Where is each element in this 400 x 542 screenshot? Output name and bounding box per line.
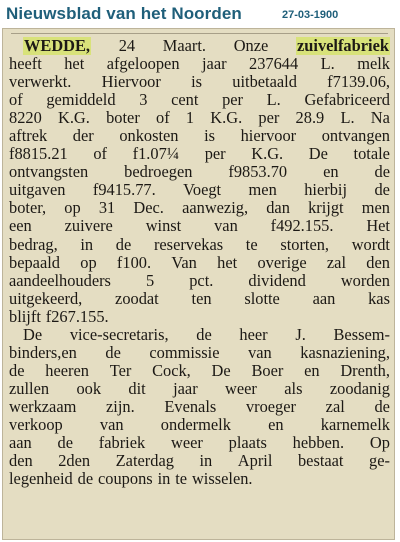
publication-date: 27-03-1900 [282,9,339,21]
article-word: hebben. [292,433,345,453]
article-word: zoodat [115,288,159,308]
article-word: de [196,324,212,344]
article-line [9,181,390,199]
article-line [9,308,390,326]
article-word: 28.9 [295,108,325,128]
article-word: K.G. [58,108,90,128]
article-word: f100. [116,252,152,272]
clipping-header [0,0,400,26]
article-word: Op [369,433,390,453]
newspaper-clipping [2,28,395,540]
article-line [9,254,390,272]
article-word: overige [257,252,307,272]
article-word: de [374,396,390,416]
article-word: kas [368,288,390,308]
article-word: K.G. [251,144,284,164]
article-word: uitgaven [9,180,66,200]
article-word: werkzaam [9,396,77,416]
article-word: heeren [45,360,89,380]
article-line [9,398,390,416]
article-word: 1 [185,108,195,128]
article-word: heeft [9,54,42,74]
article-word: zuivere [64,216,113,236]
article-word: van [214,216,238,236]
article-word: Gefabriceerd [304,90,390,110]
article-word: 237644 [249,54,299,74]
article-word: 2den [58,451,91,471]
article-word: zal [325,396,345,416]
article-word: Dec. [133,198,164,218]
article-word: de [115,234,132,254]
article-word: legenheid [9,469,73,489]
article-word: Maart. [162,36,207,55]
article-line [9,236,390,254]
article-word: van [99,414,124,434]
article-word: f1.07¼ [132,144,180,164]
article-word: is [191,72,202,92]
article-line [9,145,390,163]
article-word: ge- [369,451,390,471]
article-line [9,91,390,109]
article-word: Evenals [164,396,217,416]
article-word: boter [106,108,140,128]
article-word: vice-secretaris, [69,324,169,344]
article-word: f8815.21 [9,144,68,164]
article-word: den [366,252,390,272]
article-word: bepaald [9,252,60,272]
article-word: De [211,360,231,380]
article-word: Onze [233,36,269,55]
article-word: de [9,360,25,380]
article-word: te [175,469,188,489]
article-word: als [284,378,303,398]
article-word: 5 [145,270,155,290]
article-word: dit [128,378,146,398]
article-word: Van [171,252,197,272]
article-word: de [77,469,94,489]
article-line [9,326,390,344]
article-body [9,37,390,488]
article-word: Na [370,108,390,128]
article-word: reservekas [153,234,224,254]
column-rule [11,33,388,34]
article-line [9,290,390,308]
article-line [9,272,390,290]
article-word: de [374,180,390,200]
article-word: commissie [149,342,220,362]
article-word: de [57,433,74,453]
article-line [9,217,390,235]
article-word: blijft [9,306,41,326]
article-line [9,470,390,488]
article-word: het [64,54,85,74]
article-word: boter, [9,198,47,218]
article-word: aanwezig, [182,198,249,218]
article-word: Cock, [152,360,191,380]
article-word: afgeloopen [106,54,180,74]
article-word: aftrek [9,126,48,146]
article-word: dan [266,198,290,218]
article-word: cent [171,90,199,110]
article-word: op [64,198,81,218]
article-line [9,362,390,380]
article-word: wordt [351,234,390,254]
article-word: bestaat [297,451,344,471]
article-word: jaar [173,378,198,398]
article-word: kasnaziening, [300,342,390,362]
article-word: ontvangen [321,126,390,146]
article-word: L. [320,54,335,74]
article-word: krijgt [308,198,344,218]
article-word: men [248,180,277,200]
article-word: Drenth, [340,360,390,380]
article-line [9,37,390,55]
article-line [9,163,390,181]
article-word: Het [366,216,390,236]
article-word: aan [9,433,32,453]
article-word: slotte [244,288,280,308]
article-word: plaats [228,433,267,453]
article-word: of [9,90,23,110]
article-word: f7139.06, [327,72,390,92]
article-word: 3 [139,90,148,110]
article-word: zal [326,252,346,272]
article-word: ten [191,288,212,308]
article-word: uitgekeerd, [9,288,83,308]
article-word: f267.155. [45,306,109,326]
article-word: 8220 [9,108,42,128]
article-word: Bessem- [333,324,390,344]
article-word: ontvangsten [9,162,89,182]
article-word: dividend [248,270,306,290]
article-word: bedroegen [124,162,193,182]
article-word: K.G. [210,108,243,128]
article-word: der [72,126,94,146]
article-word: en [268,414,284,434]
article-word: aan [312,288,336,308]
article-word: hiervoor [240,126,297,146]
article-word: zullen [9,378,50,398]
article-word: karnemelk [320,414,390,434]
article-word: 31 [98,198,116,218]
article-word: een [9,216,32,236]
article-line [9,55,390,73]
article-word: 24 [118,36,136,55]
article-word: f9415.77. [92,180,156,200]
article-word: De [308,144,328,164]
article-word: zuivelfabriek [297,36,389,55]
article-word: Hiervoor [101,72,161,92]
article-word: de [105,342,121,362]
article-word: weer [225,378,257,398]
article-word: verwerkt. [9,72,72,92]
article-word: vroeger [245,396,296,416]
article-word: L. [340,108,355,128]
article-line [9,416,390,434]
article-word: aandeelhouders [9,270,111,290]
article-word: worden [340,270,390,290]
article-line [9,452,390,470]
article-line [9,380,390,398]
article-word: jaar [201,54,227,74]
article-word: in [199,451,213,471]
article-word: f492.155. [270,216,334,236]
article-line [9,73,390,91]
article-word: L. [266,90,281,110]
article-line [9,127,390,145]
article-word: bedrag, [9,234,58,254]
article-word: per [204,144,226,164]
article-word: de [374,162,390,182]
article-word: coupons [98,469,153,489]
article-word: Boer [251,360,284,380]
article-word: verkoop [9,414,63,434]
article-line [9,109,390,127]
article-word: April [237,451,273,471]
article-word: of [93,144,108,164]
article-word: Voegt [183,180,222,200]
article-word: onkosten [119,126,179,146]
article-word: op [80,252,97,272]
article-word: hierbij [304,180,348,200]
article-word: het [217,252,238,272]
article-word: J. [295,324,306,344]
article-line [9,344,390,362]
article-word: Zaterdag [115,451,174,471]
article-word: totale [353,144,390,164]
article-word: of [156,108,170,128]
article-word: per [222,90,243,110]
article-word: den [9,451,33,471]
article-word: fabriek [98,433,146,453]
article-word: in [80,234,94,254]
article-word: melk [357,54,390,74]
article-word: De [23,324,43,344]
newspaper-title: Nieuwsblad van het Noorden [6,4,242,23]
article-line [9,199,390,217]
article-word: uitbetaald [232,72,297,92]
article-word: van [248,342,272,362]
article-word: winst [145,216,182,236]
article-word: ondermelk [160,414,231,434]
article-word: Ter [109,360,132,380]
article-word: binders,en [9,342,77,362]
article-word: storten, [280,234,330,254]
article-word: zoodanig [329,378,390,398]
article-word: is [204,126,216,146]
article-line [9,434,390,452]
article-word: zijn. [106,396,135,416]
article-word: gemiddeld [46,90,116,110]
article-word: te [245,234,258,254]
article-word: en [323,162,339,182]
article-word: en [304,360,320,380]
article-word: heer [239,324,268,344]
article-word: pct. [189,270,214,290]
article-word: WEDDE, [24,36,91,55]
article-word: ook [76,378,102,398]
article-word: wisselen. [191,469,253,489]
article-word: in [157,469,171,489]
article-word: per [258,108,280,128]
article-word: f9853.70 [228,162,288,182]
article-word: men [361,198,390,218]
article-word: weer [171,433,203,453]
